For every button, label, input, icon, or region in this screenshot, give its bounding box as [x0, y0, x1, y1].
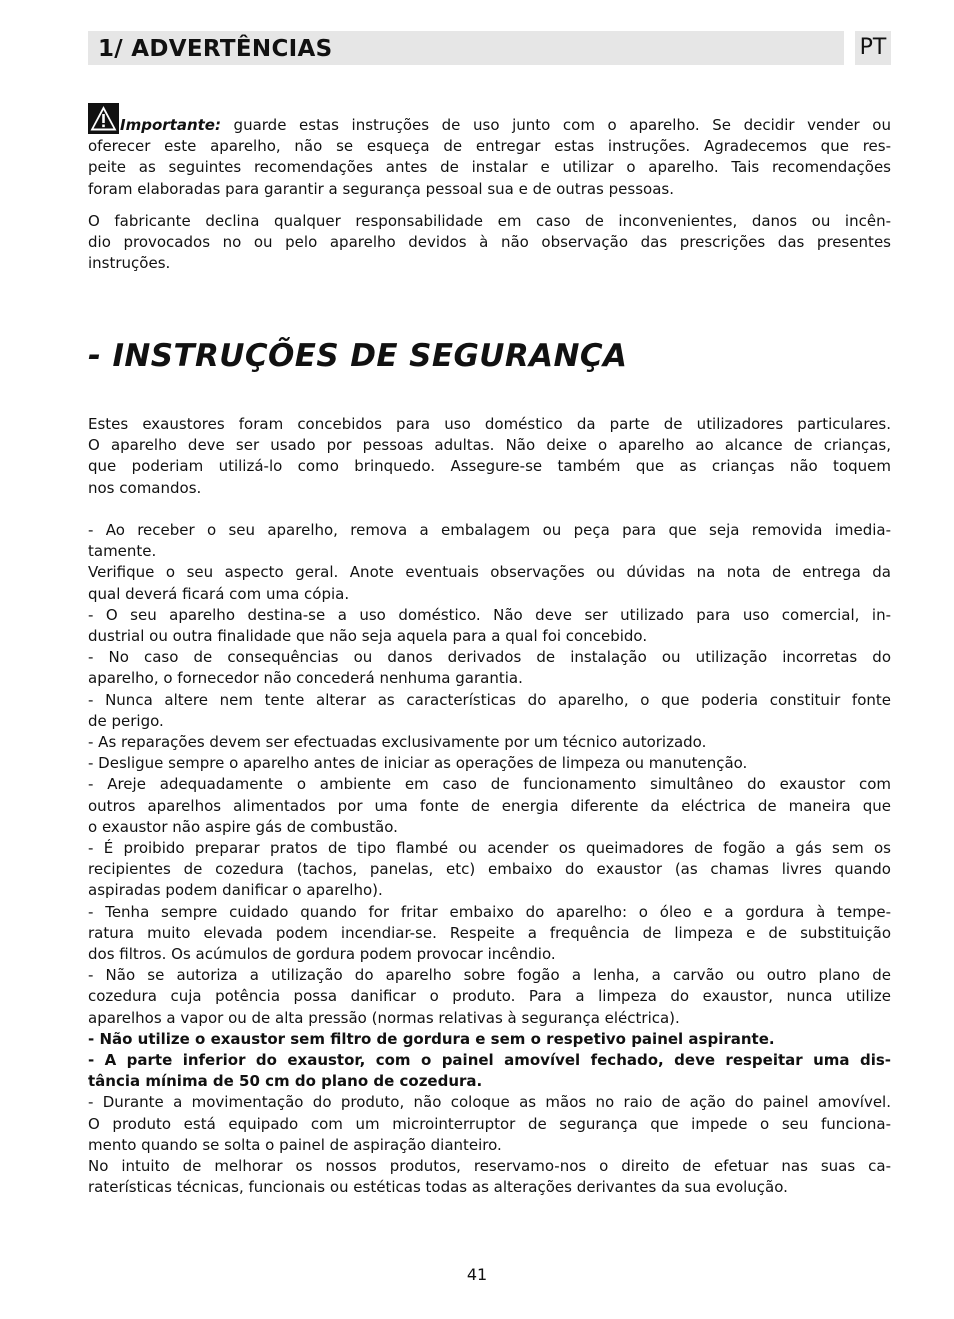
safety-warning-line: tância mínima de 50 cm do plano de cozedura.	[88, 1072, 483, 1091]
safety-line: que poderiam utilizá-lo como brinquedo. Assegure-se também que as crianças não toquem	[88, 457, 891, 476]
safety-line: outros aparelhos alimentados por uma fonte de energia diferente da eléctrica de maneira que	[88, 796, 891, 815]
notice-line: foram elaboradas para garantir a segurança pessoal sua e de outras pessoas.	[88, 179, 674, 198]
safety-line: Verifique o seu aspecto geral. Anote eventuais observações ou dúvidas na nota de entrega da	[88, 563, 891, 582]
safety-line: - Areje adequadamente o ambiente em caso de funcionamento simultâneo do exaustor com	[88, 775, 891, 794]
safety-line: O aparelho deve ser usado por pessoas adultas. Não deixe o aparelho ao alcance de crianças,	[88, 436, 891, 455]
safety-line: - Desligue sempre o aparelho antes de iniciar as operações de limpeza ou manutenção.	[88, 754, 748, 773]
safety-line: aparelho, o fornecedor não concederá nenhuma garantia.	[88, 669, 523, 688]
safety-warning-line: - Não utilize o exaustor sem filtro de gordura e sem o respetivo painel aspirante.	[88, 1029, 775, 1048]
warning-icon	[88, 103, 119, 134]
safety-line: qual deverá ficará com uma cópia.	[88, 584, 350, 603]
disclaimer-line: instruções.	[88, 254, 171, 273]
safety-line: ratura muito elevada podem incendiar-se. Respeite a frequência de limpeza e de substituição	[88, 923, 891, 942]
notice-line	[88, 103, 891, 136]
safety-line: No intuito de melhorar os nossos produtos, reservamo-nos o direito de efetuar nas suas ca-	[88, 1157, 891, 1176]
disclaimer-line: dio provocados no ou pelo aparelho devidos à não observação das prescrições das presentes	[88, 233, 891, 252]
safety-line: dos filtros. Os acúmulos de gordura podem provocar incêndio.	[88, 945, 556, 964]
safety-line: o exaustor não aspire gás de combustão.	[88, 817, 398, 836]
important-notice	[88, 103, 891, 200]
safety-warning-line: - A parte inferior do exaustor, com o painel amovível fechado, deve respeitar uma dis-	[88, 1051, 891, 1070]
important-label: Importante:	[120, 116, 221, 134]
notice-text: guarde estas instruções de uso junto com o aparelho. Se decidir vender ou	[220, 116, 891, 134]
manufacturer-disclaimer	[88, 211, 891, 275]
safety-line: mento quando se solta o painel de aspiração dianteiro.	[88, 1135, 502, 1154]
safety-line: - O seu aparelho destina-se a uso doméstico. Não deve ser utilizado para uso comercial, in-	[88, 605, 891, 624]
safety-section-title: - INSTRUÇÕES DE SEGURANÇA	[88, 338, 628, 374]
safety-line: tamente.	[88, 542, 157, 561]
paragraph-gap	[88, 499, 891, 520]
section-heading: 1/ ADVERTÊNCIAS	[98, 36, 333, 62]
safety-line: dustrial ou outra finalidade que não seja aquela para a qual foi concebido.	[88, 627, 648, 646]
safety-line: - Ao receber o seu aparelho, remova a embalagem ou peça para que seja removida imedia-	[88, 521, 891, 539]
notice-line: oferecer este aparelho, não se esqueça de entregar estas instruções. Agradecemos que res-	[88, 137, 891, 156]
section-header-bar	[88, 31, 844, 65]
safety-line: raterísticas técnicas, funcionais ou estéticas todas as alterações derivantes da sua evolução.	[88, 1178, 788, 1197]
safety-line: Estes exaustores foram concebidos para uso doméstico da parte de utilizadores particulares.	[88, 415, 891, 433]
safety-line: cozedura cuja potência possa danificar o produto. Para a limpeza do exaustor, nunca utilize	[88, 987, 891, 1006]
safety-line: aparelhos a vapor ou de alta pressão (normas relativas à segurança eléctrica).	[88, 1008, 680, 1027]
safety-line: nos comandos.	[88, 478, 202, 497]
page-number: 41	[466, 1265, 488, 1284]
safety-line: - É proibido preparar pratos de tipo flambé ou acender os queimadores de fogão a gás sem os	[88, 839, 891, 858]
safety-line: aspiradas podem danificar o aparelho).	[88, 881, 383, 900]
safety-line: recipientes de cozedura (tachos, panelas, etc) embaixo do exaustor (as chamas livres quando	[88, 860, 891, 879]
notice-line: peite as seguintes recomendações antes de instalar e utilizar o aparelho. Tais recomendações	[88, 158, 891, 177]
safety-line: - Tenha sempre cuidado quando for fritar embaixo do aparelho: o óleo e a gordura à tempe-	[88, 902, 891, 921]
safety-line: - Durante a movimentação do produto, não coloque as mãos no raio de ação do painel amovível.	[88, 1093, 891, 1112]
language-tag: PT	[855, 31, 891, 65]
safety-line: - Nunca altere nem tente alterar as características do aparelho, o que poderia constituir fonte	[88, 690, 891, 709]
safety-line: de perigo.	[88, 711, 164, 730]
safety-line: - As reparações devem ser efectuadas exclusivamente por um técnico autorizado.	[88, 733, 707, 752]
disclaimer-line: O fabricante declina qualquer responsabilidade em caso de inconvenientes, danos ou incên-	[88, 212, 891, 230]
safety-line: - No caso de consequências ou danos derivados de instalação ou utilização incorretas do	[88, 648, 891, 667]
safety-line: - Não se autoriza a utilização do aparelho sobre fogão a lenha, a carvão ou outro plano de	[88, 966, 891, 985]
safety-instructions	[88, 414, 891, 1199]
safety-line: O produto está equipado com um microinterruptor de segurança que impede o seu funciona-	[88, 1114, 891, 1133]
